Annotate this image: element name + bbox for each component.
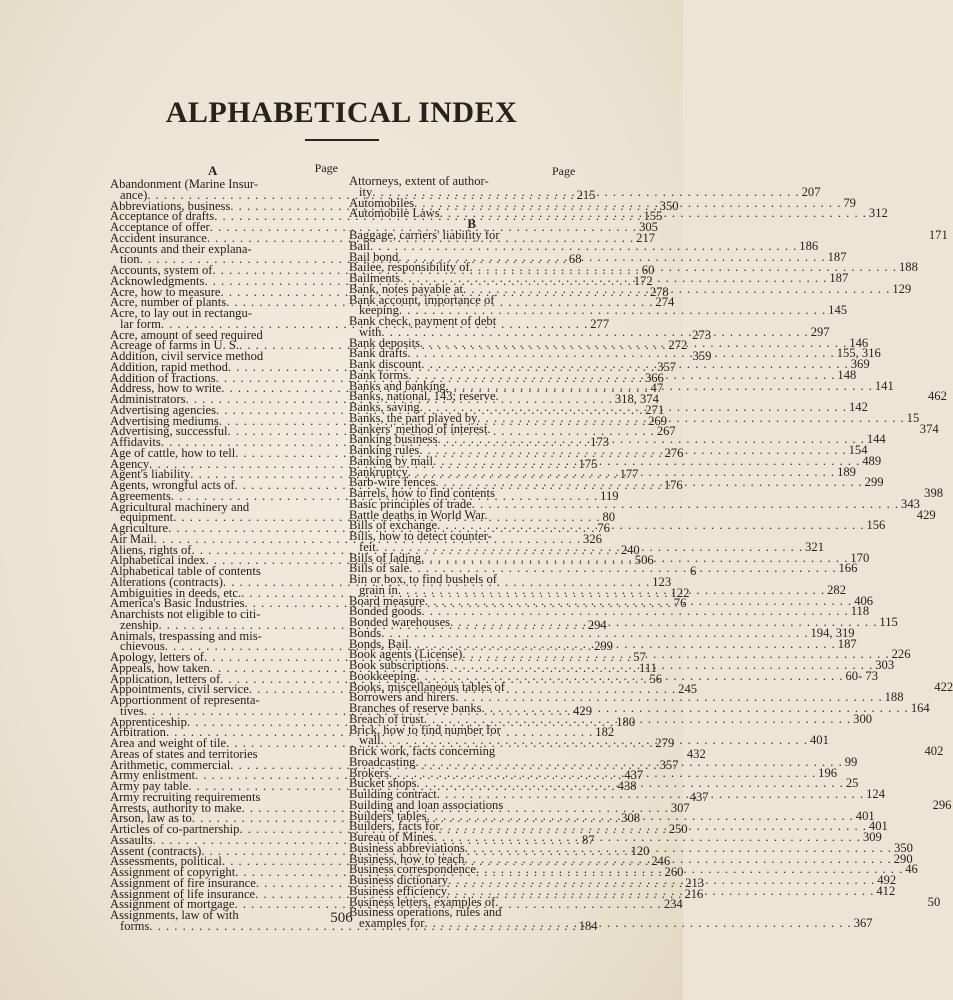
entry-text: Alphabetical table of contents [110,564,261,578]
entry-text: Advertising agencies [110,402,216,417]
entry-text: Brick work, facts concerning [349,744,496,758]
entry-text: Book agents (License) [349,647,463,662]
entry-text: Appeals, how taken [110,660,210,675]
entry-text: Aliens, rights of [110,542,192,557]
entry-text: Ambiguities in deeds, etc. [110,585,242,600]
entry-text: Acknowledgments [110,273,205,288]
entry-page-number: 146 [849,335,869,350]
entry-page-number: 148 [837,367,857,382]
entry-page-number: 170 [850,550,870,565]
dot-leader [472,499,899,510]
entry-text: Address, how to write [110,381,222,396]
dot-leader [446,381,873,396]
entry-text: Air Mail [110,531,154,546]
section-letter: A [208,163,218,178]
entry-text: Barrels, how to find contents [349,486,495,500]
entry-text: Bills of exchange [349,518,438,533]
entry-page-number: 422 [934,679,953,694]
entry-text: Bank, notes payable at [349,281,464,296]
entry-page-number: 99 [844,754,858,769]
entry-page-number: 182 [595,725,615,740]
entry-text: Abbreviations, business [110,198,231,213]
entry-text: Addition of fractions [110,370,216,385]
entry-text: Assignments, law of with [110,908,239,922]
entry-page-number: 207 [801,184,821,199]
entry-page-number: 216 [684,886,704,901]
entry-page-number: 187 [837,636,857,651]
entry-text: Acre, amount of seed required [110,327,263,342]
entry-text: Army recruiting requirements [110,789,261,804]
entry-text: Automobiles [349,195,415,210]
entry-text: Bank discount [349,357,422,371]
entry-page-number: 462 [927,389,947,404]
entry-text: Bonds, Bail [349,636,409,651]
entry-text: Army pay table [110,779,189,793]
entry-text: lar form [120,316,161,331]
entry-page-number: 76 [597,521,610,535]
entry-page-number: 429 [573,703,592,718]
entry-page-number: 274 [655,295,675,310]
entry-text: feit [359,539,376,554]
entry-text: Acre, number of plants [110,295,227,310]
entry-text: Book subscriptions [349,658,446,672]
entry-text: Bank forms [349,367,409,382]
entry-page-number: 177 [619,467,639,482]
entry-text: Bailee, responsibility of [349,260,470,275]
entry-text: Bills of lading [349,550,422,565]
entry-text: Acreage of farms in U. S. [110,338,240,353]
entry-text: Baggage, carriers' liability for [349,228,500,242]
entry-page-number [929,907,931,918]
entry-page-number: 299 [594,639,613,654]
entry-page-number: 318, 374 [614,392,659,406]
entry-page-number: 123 [652,574,672,589]
entry-text: chievous [120,639,165,654]
entry-page-number: 175 [578,456,598,471]
entry-page-number: 401 [855,808,875,823]
entry-page-number: 25 [845,776,859,791]
entry-text: Acceptance of drafts [110,209,215,224]
entry-text: Appointments, civil service [110,682,249,697]
entry-page-number: 282 [827,582,847,597]
entry-page-number: 369 [850,357,870,371]
entry-page-number: 326 [583,531,602,546]
entry-page-number: 432 [686,746,706,761]
entry-text: Assignment of life insurance [110,886,256,901]
entry-text: Agent's liability [110,467,191,482]
entry-text: Agricultural machinery and [110,499,250,514]
entry-text: Business correspondence [349,862,476,877]
entry-text: Bail [349,238,370,253]
entry-page-number [928,725,930,736]
entry-text: Acre, how to measure [110,284,221,299]
entry-text: Bucket shops [349,776,417,791]
dot-leader [463,284,890,295]
entry-text: forms [120,918,150,933]
entry-text: Bookkeeping [349,668,417,683]
entry-page-number: 129 [892,281,912,296]
entry-page-number: 188 [884,690,904,705]
entry-page-number: 246 [651,854,671,869]
entry-page-number: 366 [644,370,664,385]
entry-page-number: 357 [657,359,677,374]
entry-text: Bonded goods [349,604,422,619]
entry-page-number: 296 [932,797,952,812]
entry-text: Business, how to teach [349,851,465,866]
entry-text: Areas of states and territories [110,746,258,761]
entry-text: Broadcasting [349,754,416,769]
entry-text: Building contract [349,787,437,801]
entry-text: Banks, saving [349,400,420,414]
entry-text: equipment [120,510,174,525]
entry-text: Arithmetic, commercial [110,757,231,772]
entry-page-number: 290 [893,851,913,866]
dot-leader [440,208,867,219]
entry-text: Advertising mediums [110,413,219,428]
entry-page-number: 145 [828,303,848,318]
entry-text: Assessments, political [110,854,222,869]
entry-text: Alterations (contracts) [110,574,223,589]
entry-page-number: 273 [692,327,711,342]
entry-page-number: 47 [650,381,664,396]
entry-text: Bills of sale [349,561,410,576]
entry-text: Animals, trespassing and mis- [110,628,262,643]
entry-text: Abandonment (Marine Insur- [110,177,259,191]
entry-page-number [916,176,918,187]
entry-text: Addition, civil service method [110,349,264,363]
page-title: ALPHABETICAL INDEX [165,96,518,129]
entry-page-number [919,531,921,542]
entry-page-number: 321 [805,539,824,554]
entry-text: Acre, to lay out in rectangu- [110,306,252,320]
entry-text: Banks, national, 143; reserve. [349,389,499,404]
entry-page-number [922,295,924,306]
entry-text: Arson, law as to [110,811,192,826]
entry-page-number: 278 [649,284,669,299]
entry-text: Accident insurance [110,230,207,245]
section-header-b [349,216,556,231]
entry-page-number: 240 [620,542,640,557]
entry-text: Apology, letters of [110,650,204,664]
entry-page-number: 124 [866,787,885,801]
entry-text: Assignment of mortgage [110,897,235,912]
entry-page-number: 350 [894,840,913,855]
entry-text: Accounts and their explana- [110,241,252,256]
entry-page-number: 271 [645,402,665,417]
entry-page-number: 120 [630,843,650,858]
entry-page-number: 184 [578,918,598,933]
entry-page-number: 122 [670,585,690,600]
entry-page-number: 111 [638,660,657,675]
entry-text: Bonded warehouses [349,615,451,629]
entry-text: Battle deaths in World War. [349,507,488,522]
entry-text: Bankers' method of interest. [349,421,491,436]
entry-page-number: 276 [664,445,684,460]
entry-text: Administrators [110,392,186,406]
entry-page-number: 269 [648,413,667,428]
entry-page-number: 308 [621,811,641,826]
entry-page-number: 260 [664,865,684,879]
entry-page-number: 309 [862,830,882,844]
entry-page-number: 187 [827,249,847,264]
entry-page-number: 438 [617,779,637,793]
entry-text: Bailments [349,271,401,285]
entry-text: Age of cattle, how to tell [110,445,236,460]
entry-text: Advertising, successful [110,424,228,439]
section-header-a [110,161,338,179]
entry-text: Banks and banking [349,378,446,393]
entry-text: Addition, rapid method [110,359,228,374]
entry-text: Agriculture [110,521,169,535]
entry-text: Application, letters of [110,671,221,686]
page-number: 506 [330,910,353,926]
entry-text: Builders, facts for [349,819,440,834]
entry-text: tives [120,703,144,718]
entry-text: Bureau of Mines [349,830,434,844]
entry-page-number: 277 [590,316,610,331]
entry-text: Bonds [349,625,382,640]
entry-page-number: 60 [641,263,655,277]
entry-page-number: 250 [668,822,688,836]
entry-page-number: 119 [600,488,619,503]
dot-leader [447,886,874,897]
entry-page-number: 359 [692,349,712,363]
entry-text: Business letters, examples of. [349,894,499,909]
entry-text: Assent (contracts) [110,843,202,858]
entry-page-number: 187 [829,271,849,285]
entry-page-number: 300 [853,711,873,726]
entry-page-number: 350 [659,198,679,213]
entry-page-number: 429 [916,507,936,522]
entry-text: Bills, how to detect counter- [349,529,492,543]
entry-text: Builders' tables [349,808,427,823]
entry-page-number: 401 [809,733,829,748]
entry-page-number: 213 [685,875,705,890]
entry-text: Bail bond [349,249,399,264]
entry-page-number: 307 [670,800,690,815]
entry-text: America's Basic Industries [110,596,245,611]
entry-page-number: 506 [634,553,654,568]
entry-text: Army enlistment [110,768,195,783]
dot-leader [477,413,904,424]
entry-page-number: 173 [590,435,610,449]
entry-text: Basic principles of trade [349,496,472,511]
entry-page-number: 80 [602,510,616,525]
entry-text: Building and loan associations [349,797,504,812]
entry-text: Automobile Laws [349,206,440,221]
entry-page-number: 154 [848,443,868,457]
entry-text: Accounts, system of [110,263,213,277]
entry-page-number: 489 [862,453,882,468]
entry-page-number: 437 [624,768,644,783]
entry-page-number: 299 [864,475,884,490]
entry-text: Apportionment of representa- [110,693,260,707]
entry-text: Assignment of fire insurance [110,875,256,890]
entry-page-number: 343 [901,496,920,511]
right-page-label: Page [552,164,576,178]
entry-page-number: 171 [928,228,948,242]
entry-page-number: 367 [853,916,873,930]
entry-page-number: 398 [924,486,944,500]
entry-page-number: 294 [587,617,607,632]
entry-page-number: 303 [875,658,895,672]
entry-text: Borrowers and hirers [349,690,456,705]
entry-page-number: 180 [616,714,636,729]
entry-text: Acceptance of offer [110,220,210,234]
entry-page-number: 188 [898,260,918,275]
entry-page-number: 267 [656,424,676,439]
entry-page-number: 164 [910,701,930,715]
entry-text: Bank account, importance of [349,292,495,307]
entry-page-number: 79 [843,195,856,210]
entry-page-number: 279 [655,736,675,750]
entry-text: examples for [359,916,425,930]
entry-page-number: 245 [678,682,698,697]
entry-page-number: 215 [576,187,596,202]
dot-leader [435,477,862,488]
entry-text: zenship [120,617,159,632]
entry-text: keeping [359,303,399,318]
entry-page-number: 6 [690,564,697,578]
entry-page-number: 357 [659,757,679,772]
entry-text: ity [359,184,373,199]
entry-page-number: 305 [639,220,658,234]
entry-text: Area and weight of tile [110,736,227,750]
entry-text: Affidavits [110,435,161,449]
entry-text: Bank drafts [349,346,408,361]
entry-text: Banks, the part played by [349,410,478,425]
title-rule [305,139,379,141]
entry-text: Business operations, rules and [349,905,502,920]
entry-text: Articles of co-partnership [110,822,240,836]
entry-text: Banking by mail [349,453,433,468]
entry-text: Anarchists not eligible to citi- [110,607,261,621]
entry-text: with [359,324,382,339]
entry-page-number: 156 [866,518,886,533]
page-label: Page [314,161,338,175]
entry-page-number: 234 [663,897,683,912]
entry-page-number: 437 [689,789,709,804]
entry-page-number: 76 [673,596,687,611]
entry-text: Breach of trust [349,711,424,726]
entry-page-number: 155, 316 [836,346,881,361]
entry-page-number: 186 [799,238,819,253]
entry-text: Arbitration [110,725,166,740]
entry-text: Branches of reserve banks [349,701,482,715]
entry-text: Assignment of copyright [110,865,236,879]
entry-page-number: 189 [837,464,856,479]
entry-text: Bankruptcy [349,464,408,479]
entry-text: Business efficiency [349,883,448,898]
entry-text: Assaults [110,832,153,847]
entry-text: Barb-wire fences [349,475,436,490]
entry-page-number: 56 [649,671,663,686]
entry-page-number: 60- 73 [845,668,878,683]
entry-text: Banking business [349,432,438,447]
entry-page-number: 374 [919,421,939,436]
entry-page-number: 68 [568,252,582,267]
entry-text: Brick, how to find number for [349,722,501,737]
entry-text: Arrests, authority to make [110,800,242,815]
entry-text: Business abbreviations [349,840,465,855]
entry-page-number: 196 [818,765,838,780]
entry-page-number: 166 [838,561,858,576]
entry-page-number: 176 [663,478,683,492]
entry-text: Books, miscellaneous tables of [349,679,505,694]
entry-text: Business dictionary [349,873,448,887]
entry-text: Board measure [349,593,425,608]
entry-page-number: 15 [906,410,920,425]
entry-page-number: 492 [877,873,897,887]
entry-text: Banking rules [349,443,420,457]
entry-page-number: 141 [874,378,894,393]
dot-leader [437,520,864,531]
entry-page-number: 46 [905,862,918,877]
entry-text: Bin or box, to find bushels of [349,572,497,586]
entry-text: Bank deposits [349,335,421,350]
entry-text: ance) [120,187,148,202]
entry-page-number: 406 [854,593,874,608]
entry-page-number: 172 [633,273,653,288]
entry-text: tion [120,252,140,267]
entry-text: Agency [110,456,150,471]
entry-text: Alphabetical index [110,553,206,568]
entry-text: Agreements [110,488,171,503]
entry-page-number: 412 [876,883,896,898]
entry-page-number: 144 [866,432,886,447]
entry-page-number: 87 [581,832,595,847]
entry-text: Bank check, payment of debt [349,314,497,328]
entry-text: wall [359,733,381,748]
entry-text: Brokers [349,765,389,780]
entry-page-number: 115 [879,615,898,629]
entry-text: Agents, wrongful acts of [110,478,235,492]
entry-page-number: 50 [927,894,941,909]
entry-page-number: 297 [810,324,830,339]
entry-page-number [924,316,926,327]
section-letter: B [467,216,476,231]
entry-page-number: 142 [848,400,868,414]
entry-page-number: 402 [924,744,944,758]
entry-page-number: 118 [850,604,870,619]
entry-page-number: 194, 319 [810,625,855,640]
entry-page-number: 155 [643,209,663,224]
entry-page-number: 226 [891,647,911,662]
entry-text: Attorneys, extent of author- [349,174,489,188]
entry-text: grain in [359,582,398,597]
entry-text: Apprenticeship [110,714,187,729]
entry-page-number: 272 [668,338,688,353]
entry-page-number: 57 [633,650,646,664]
entry-page-number [924,574,926,585]
entry-page-number: 312 [868,206,888,221]
entry-page-number: 217 [636,230,656,245]
entry-page-number: 401 [868,819,888,834]
